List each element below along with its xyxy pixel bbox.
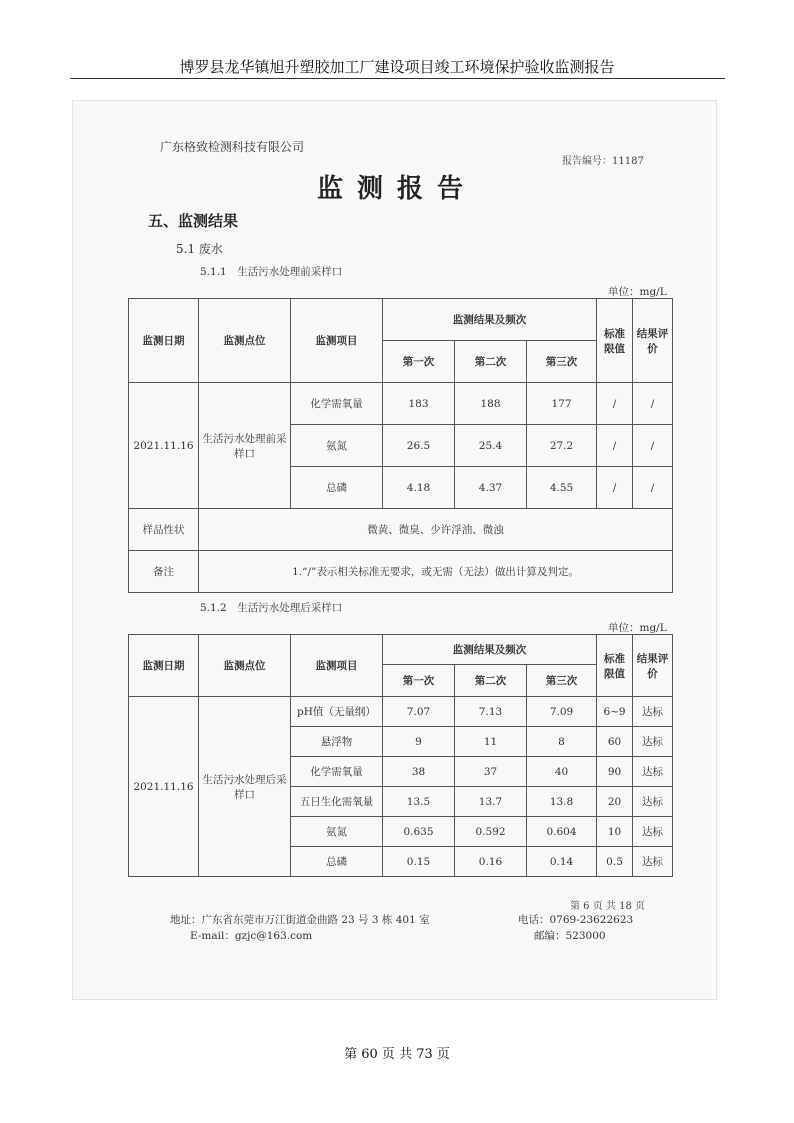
col-header-second: 第二次 — [455, 341, 527, 383]
value-limit: / — [597, 425, 633, 467]
value-eval: 达标 — [633, 847, 673, 877]
page-number: 第 60 页 共 73 页 — [344, 1047, 450, 1062]
item-name: 化学需氧量 — [291, 383, 383, 425]
value-second: 25.4 — [455, 425, 527, 467]
sample-point: 生活污水处理后采样口 — [199, 697, 291, 877]
item-name: 总磷 — [291, 467, 383, 509]
table-row — [129, 697, 673, 727]
value-third: 4.55 — [527, 467, 597, 509]
value-limit: 90 — [597, 757, 633, 787]
item-name: 氨氮 — [291, 425, 383, 467]
sample-appearance-value: 微黄、微臭、少许浮油、微浊 — [199, 509, 673, 551]
col-header-eval: 结果评价 — [633, 635, 673, 697]
value-eval: 达标 — [633, 757, 673, 787]
value-third: 7.09 — [527, 697, 597, 727]
company-phone: 电话：0769-23622623 — [518, 914, 634, 926]
value-limit: 0.5 — [597, 847, 633, 877]
sample-appearance-row — [129, 509, 673, 551]
value-limit: 10 — [597, 817, 633, 847]
table2-caption: 5.1.2 生活污水处理后采样口 — [200, 602, 343, 614]
value-second: 0.592 — [455, 817, 527, 847]
value-third: 40 — [527, 757, 597, 787]
table-before-treatment — [128, 298, 673, 593]
col-header-item: 监测项目 — [291, 635, 383, 697]
col-header-point: 监测点位 — [199, 299, 291, 383]
col-header-limit: 标准限值 — [597, 299, 633, 383]
value-first: 0.635 — [383, 817, 455, 847]
sample-date: 2021.11.16 — [129, 697, 199, 877]
table2-unit: 单位：mg/L — [608, 622, 667, 634]
value-eval: / — [633, 425, 673, 467]
item-name: 总磷 — [291, 847, 383, 877]
col-header-date: 监测日期 — [129, 635, 199, 697]
value-eval: / — [633, 383, 673, 425]
value-second: 11 — [455, 727, 527, 757]
value-second: 188 — [455, 383, 527, 425]
col-header-third: 第三次 — [527, 341, 597, 383]
sample-point: 生活污水处理前采样口 — [199, 383, 291, 509]
note-row — [129, 551, 673, 593]
sample-date: 2021.11.16 — [129, 383, 199, 509]
table1-caption: 5.1.1 生活污水处理前采样口 — [200, 266, 343, 278]
table1-unit: 单位：mg/L — [608, 286, 667, 298]
col-header-eval: 结果评价 — [633, 299, 673, 383]
value-second: 7.13 — [455, 697, 527, 727]
note-label: 备注 — [129, 551, 199, 593]
value-eval: 达标 — [633, 817, 673, 847]
note-value: 1.“/”表示相关标准无要求，或无需（无法）做出计算及判定。 — [199, 551, 673, 593]
section-heading: 五、监测结果 — [148, 212, 239, 230]
col-header-first: 第一次 — [383, 665, 455, 697]
value-eval: 达标 — [633, 697, 673, 727]
value-third: 0.604 — [527, 817, 597, 847]
value-third: 0.14 — [527, 847, 597, 877]
col-header-results: 监测结果及频次 — [383, 299, 597, 341]
page-header-title: 博罗县龙华镇旭升塑胶加工厂建设项目竣工环境保护验收监测报告 — [179, 58, 615, 76]
item-name: 化学需氧量 — [291, 757, 383, 787]
value-first: 13.5 — [383, 787, 455, 817]
col-header-third: 第三次 — [527, 665, 597, 697]
col-header-point: 监测点位 — [199, 635, 291, 697]
value-limit: / — [597, 467, 633, 509]
value-second: 37 — [455, 757, 527, 787]
value-first: 0.15 — [383, 847, 455, 877]
value-first: 9 — [383, 727, 455, 757]
value-second: 4.37 — [455, 467, 527, 509]
company-postcode: 邮编：523000 — [534, 930, 606, 942]
value-limit: / — [597, 383, 633, 425]
company-address: 地址：广东省东莞市万江街道金曲路 23 号 3 栋 401 室 — [170, 914, 430, 926]
item-name: 五日生化需氧量 — [291, 787, 383, 817]
item-name: pH值（无量纲） — [291, 697, 383, 727]
subsection-heading: 5.1 废水 — [176, 242, 223, 256]
header-divider — [70, 78, 725, 79]
col-header-limit: 标准限值 — [597, 635, 633, 697]
value-second: 13.7 — [455, 787, 527, 817]
inner-page-number: 第 6 页 共 18 页 — [570, 901, 645, 912]
table-after-treatment — [128, 634, 673, 877]
value-limit: 20 — [597, 787, 633, 817]
value-first: 26.5 — [383, 425, 455, 467]
col-header-first: 第一次 — [383, 341, 455, 383]
value-eval: 达标 — [633, 727, 673, 757]
value-third: 13.8 — [527, 787, 597, 817]
sample-appearance-label: 样品性状 — [129, 509, 199, 551]
value-limit: 60 — [597, 727, 633, 757]
value-third: 177 — [527, 383, 597, 425]
value-third: 8 — [527, 727, 597, 757]
company-name: 广东格致检测科技有限公司 — [160, 140, 305, 154]
value-first: 4.18 — [383, 467, 455, 509]
value-limit: 6~9 — [597, 697, 633, 727]
col-header-results: 监测结果及频次 — [383, 635, 597, 665]
col-header-second: 第二次 — [455, 665, 527, 697]
value-first: 183 — [383, 383, 455, 425]
col-header-date: 监测日期 — [129, 299, 199, 383]
table-row — [129, 383, 673, 425]
item-name: 氨氮 — [291, 817, 383, 847]
report-number: 报告编号：11187 — [562, 156, 644, 167]
report-title: 监测报告 — [316, 174, 477, 204]
value-first: 7.07 — [383, 697, 455, 727]
value-third: 27.2 — [527, 425, 597, 467]
value-second: 0.16 — [455, 847, 527, 877]
item-name: 悬浮物 — [291, 727, 383, 757]
value-eval: / — [633, 467, 673, 509]
value-first: 38 — [383, 757, 455, 787]
company-email: E-mail：gzjc@163.com — [190, 930, 313, 942]
col-header-item: 监测项目 — [291, 299, 383, 383]
value-eval: 达标 — [633, 787, 673, 817]
